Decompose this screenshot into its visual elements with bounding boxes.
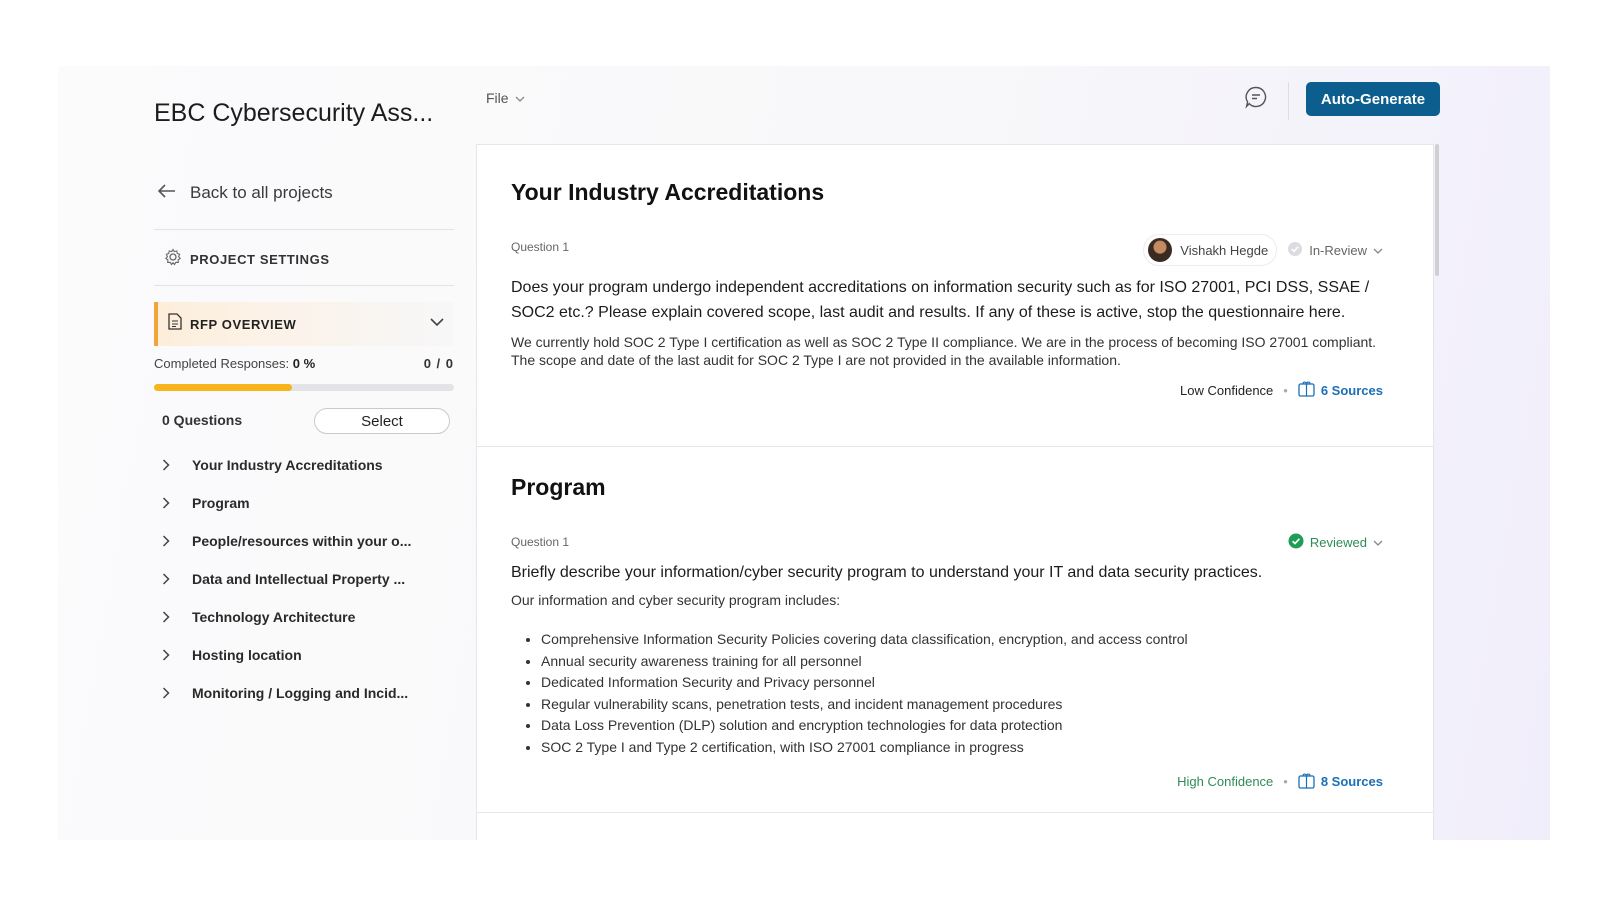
sidebar-item-label: Your Industry Accreditations — [192, 457, 383, 473]
project-title: EBC Cybersecurity Ass... — [154, 99, 434, 127]
status-dropdown[interactable] — [1288, 533, 1383, 552]
completed-responses — [154, 356, 454, 371]
separator-dot: • — [1283, 774, 1288, 790]
question-text: Does your program undergo independent accreditations on information security such as for ISO 27001, PCI DSS, SSAE / SOC2 etc.? Please explain covered scope, last audit and results. If any of these is active, stop the questionnaire here. — [511, 279, 1370, 321]
section-title: Program — [511, 474, 606, 500]
chevron-right-icon — [162, 611, 192, 623]
sidebar-item-label: Technology Architecture — [192, 609, 356, 625]
list-item: • Regular vulnerability scans, penetration tests, and incident management procedures — [541, 694, 1383, 716]
sidebar-item-label: Data and Intellectual Property ... — [192, 571, 406, 587]
file-menu-label: File — [486, 90, 509, 106]
sidebar-item-accreditations[interactable] — [162, 446, 462, 484]
chevron-right-icon — [162, 459, 192, 471]
section-program — [477, 447, 1433, 813]
chevron-right-icon — [162, 535, 192, 547]
gear-icon — [164, 248, 182, 271]
rfp-overview-item[interactable] — [154, 302, 454, 346]
sources-count: 6 Sources — [1320, 382, 1383, 398]
assignee-chip[interactable] — [1143, 234, 1277, 266]
section-title: Your Industry Accreditations — [511, 179, 825, 205]
select-button[interactable]: Select — [314, 408, 450, 434]
status-circle-icon — [1287, 241, 1303, 260]
chevron-down-icon — [1373, 243, 1383, 258]
status-label: Reviewed — [1309, 535, 1367, 550]
chevron-right-icon — [162, 497, 192, 509]
completed-count: 0 / 0 — [423, 356, 454, 371]
chevron-down-icon[interactable] — [430, 314, 444, 332]
back-to-projects-link[interactable] — [158, 182, 333, 203]
questions-count: 0 Questions — [162, 412, 243, 428]
chevron-right-icon — [162, 573, 192, 585]
chevron-right-icon — [162, 687, 192, 699]
chat-bubble-icon[interactable] — [1244, 85, 1268, 114]
question-label: Question 1 — [511, 535, 570, 549]
answer-intro[interactable]: Our information and cyber security program includes: — [511, 592, 841, 608]
answer-bullets[interactable] — [511, 629, 1383, 759]
check-circle-icon — [1288, 533, 1304, 552]
sources-count: 8 Sources — [1320, 774, 1383, 790]
question-label: Question 1 — [511, 240, 570, 254]
list-item: • SOC 2 Type I and Type 2 certification, with ISO 27001 compliance in progress — [541, 737, 1383, 759]
sidebar-item-label: Program — [192, 495, 250, 511]
app-window — [58, 66, 1550, 840]
section-accreditations — [477, 145, 1433, 447]
status-dropdown[interactable] — [1287, 241, 1383, 260]
project-settings-item[interactable] — [164, 248, 330, 271]
document-icon — [168, 313, 182, 335]
section-list — [162, 446, 462, 712]
sidebar-item-technology[interactable] — [162, 598, 462, 636]
sidebar-item-data-ip[interactable] — [162, 560, 462, 598]
sidebar-item-label: People/resources within your o... — [192, 533, 412, 549]
file-menu[interactable] — [486, 90, 525, 106]
sidebar-item-monitoring[interactable] — [162, 674, 462, 712]
list-item: • Dedicated Information Security and Privacy personnel — [541, 672, 1383, 694]
project-settings-label: PROJECT SETTINGS — [190, 252, 330, 267]
sidebar-divider — [154, 285, 454, 286]
sidebar-item-people[interactable] — [162, 522, 462, 560]
sidebar-item-label: Monitoring / Logging and Incid... — [192, 685, 409, 701]
sources-link[interactable] — [1298, 380, 1383, 400]
sources-icon — [1298, 380, 1315, 400]
content-scrollbar[interactable] — [1435, 144, 1439, 276]
auto-generate-button[interactable]: Auto-Generate — [1306, 82, 1440, 116]
separator-dot: • — [1283, 382, 1288, 398]
question-text: Briefly describe your information/cyber security program to understand your IT and data security practices. — [511, 564, 1263, 581]
avatar — [1148, 238, 1172, 262]
chevron-down-icon — [1373, 535, 1383, 550]
completed-percent: 0 % — [292, 356, 316, 371]
completed-label: Completed Responses: — [154, 356, 290, 371]
sources-link[interactable] — [1298, 772, 1383, 792]
status-label: In-Review — [1309, 242, 1367, 258]
chevron-right-icon — [162, 649, 192, 661]
list-item: • Annual security awareness training for all personnel — [541, 651, 1383, 673]
toolbar-separator — [1288, 82, 1289, 120]
questionnaire-panel — [476, 144, 1434, 840]
chevron-down-icon — [515, 90, 525, 106]
back-label: Back to all projects — [190, 182, 333, 202]
rfp-overview-label: RFP OVERVIEW — [190, 316, 297, 332]
sidebar-item-program[interactable] — [162, 484, 462, 522]
sources-icon — [1298, 772, 1315, 792]
arrow-left-icon — [158, 182, 176, 203]
progress-bar — [154, 384, 454, 391]
answer-text[interactable]: We currently hold SOC 2 Type I certification as well as SOC 2 Type II compliance. We are in the process of becoming ISO 27001 compliant. The scope and date of the last audit for SOC 2 Type I are not provided in the available information. — [511, 334, 1377, 368]
sidebar-divider — [154, 229, 454, 230]
list-item: • Comprehensive Information Security Policies covering data classification, encryption, and access control — [541, 629, 1383, 651]
confidence-label: High Confidence — [1177, 774, 1274, 790]
sidebar-item-hosting[interactable] — [162, 636, 462, 674]
assignee-name: Vishakh Hegde — [1180, 242, 1269, 258]
list-item: • Data Loss Prevention (DLP) solution and encryption technologies for data protection — [541, 715, 1383, 737]
progress-fill — [154, 384, 292, 391]
confidence-label: Low Confidence — [1180, 382, 1274, 398]
sidebar-item-label: Hosting location — [192, 647, 302, 663]
